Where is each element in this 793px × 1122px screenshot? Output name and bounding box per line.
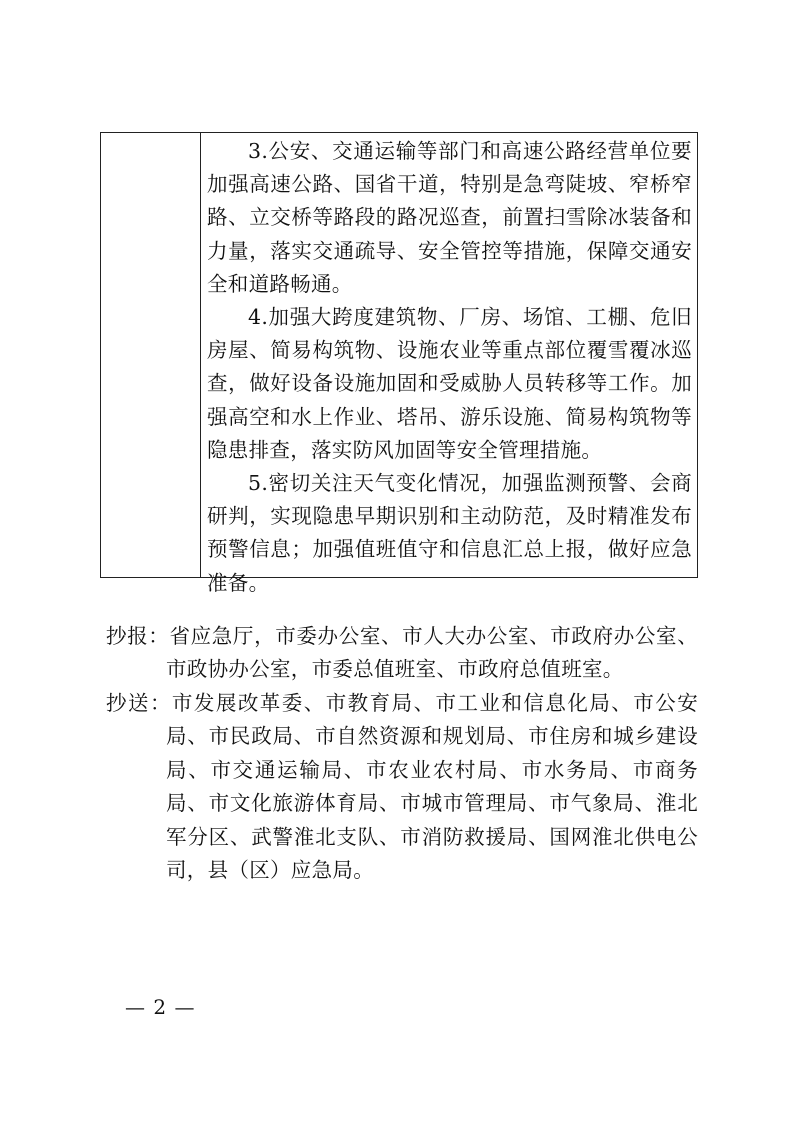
cc-send [106, 687, 698, 887]
page-number: — 2 — [125, 995, 196, 1019]
measure-item-5: 5.密切关注天气变化情况，加强监测预警、会商研判，实现隐患早期识别和主动防范，及时精准发布预警信息；加强值班值守和信息汇总上报，做好应急准备。 [207, 471, 692, 595]
table-left-cell [101, 133, 201, 577]
measure-item-3: 3.公安、交通运输等部门和高速公路经营单位要加强高速公路、国省干道，特别是急弯陡坡、窄桥窄路、立交桥等路段的路况巡查，前置扫雪除冰装备和力量，落实交通疏导、安全管控等措施，保障交通安全和道路畅通。 [207, 139, 692, 296]
cc-report [106, 620, 698, 687]
cc-report-text: 省应急厅，市委办公室、市人大办公室、市政府办公室、市政协办公室，市委总值班室、市政府总值班室。 [166, 624, 698, 682]
cc-report-label: 抄报： [106, 624, 170, 648]
cc-send-text: 市发展改革委、市教育局、市工业和信息化局、市公安局、市民政局、市自然资源和规划局、市住房和城乡建设局、市交通运输局、市农业农村局、市水务局、市商务局、市文化旅游体育局、市城市管理局、市气象局、淮北军分区、武警淮北支队、市消防救援局、国网淮北供电公司，县（区）应急局。 [166, 691, 699, 883]
table-right-cell [201, 133, 697, 595]
cc-send-label: 抄送： [106, 691, 172, 715]
measures-table [100, 132, 698, 595]
measure-item-4: 4.加强大跨度建筑物、厂房、场馆、工棚、危旧房屋、简易构筑物、设施农业等重点部位覆雪覆冰巡查，做好设备设施加固和受威胁人员转移等工作。加强高空和水上作业、塔吊、游乐设施、简易构筑物等隐患排查，落实防风加固等安全管理措施。 [207, 305, 692, 462]
